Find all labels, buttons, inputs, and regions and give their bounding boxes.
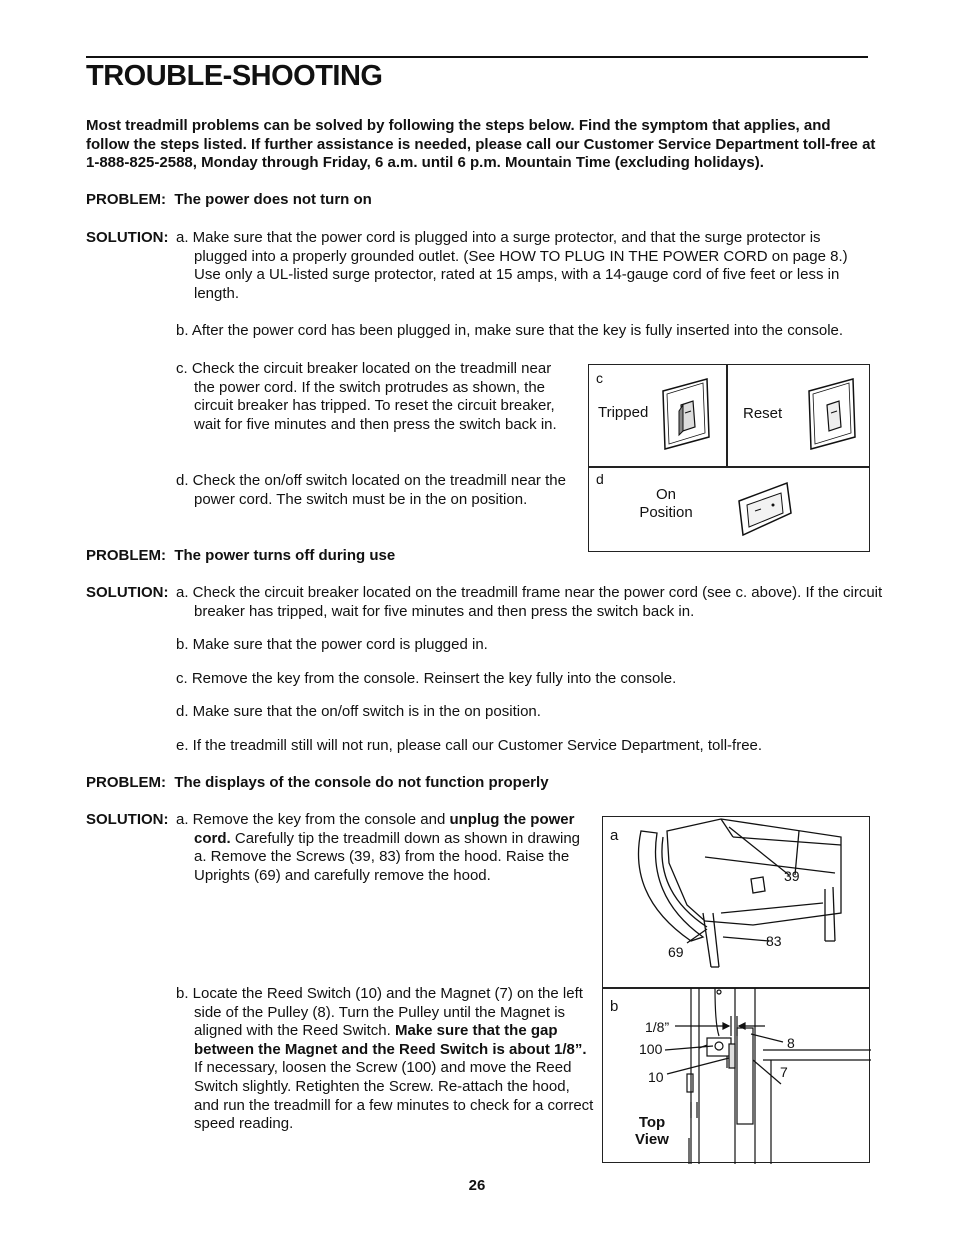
problem-2-title: The power turns off during use [174,547,396,564]
figure-breaker-switch [588,364,870,552]
on-label: On [655,486,676,503]
header-rule [86,56,868,58]
callout-69: 69 [668,944,684,960]
figure-divider-vertical [726,365,728,466]
callout-39: 39 [784,868,800,884]
callout-8: 8 [787,1035,795,1051]
problem-3-title: The displays of the console do not function properly [174,774,549,791]
p2-step-e: e. If the treadmill still will not run, please call our Customer Service Department, toll-free. [176,737,763,754]
p1-step-b: b. After the power cord has been plugged in, make sure that the key is fully inserted into the console. [176,322,844,339]
p1-step-c: c. Check the circuit breaker located on the treadmill near the power cord. If the switch protrudes as shown, the circuit breaker has tripped. To reset the circuit breaker, wait for five minutes and then press the switch back in. [176,360,557,433]
p1-step-d: d. Check the on/off switch located on the treadmill near the power cord. The switch must be in the on position. [176,472,566,508]
figure-divider-horizontal [589,466,869,468]
problem-1-title: The power does not turn on [174,191,372,208]
top-view-caption [629,1114,675,1148]
tipped-treadmill-drawing [603,817,871,987]
tripped-breaker-icon [655,375,717,451]
page-title: TROUBLE-SHOOTING [86,60,383,92]
callout-100: 100 [639,1041,663,1057]
solution-label: SOLUTION: [86,811,169,828]
problem-label: PROBLEM: [86,191,166,208]
p3-step-b-text: b. Locate the Reed Switch (10) and the Magnet (7) on the left side of the Pulley (8). Turn the Pulley until the Magnet is aligned with the Reed Switch. [176,985,583,1040]
reset-label: Reset [743,405,783,422]
p3-step-a-text: a. Remove the key from the console and [176,811,450,828]
position-label: Position [639,504,693,521]
p3-step-a-rest: Carefully tip the treadmill down as shown in drawing a. Remove the Screws (39, 83) from the hood. Raise the Uprights (69) and carefully remove the hood. [194,829,581,884]
on-position-label [634,486,698,522]
page-number: 26 [468,1177,486,1194]
view-label: View [635,1131,669,1148]
figure-letter-d: d [596,471,604,487]
p2-step-c: c. Remove the key from the console. Reinsert the key fully into the console. [176,670,677,687]
figure-letter-a: a [610,827,619,844]
solution-label: SOLUTION: [86,584,169,601]
callout-83: 83 [766,933,782,949]
reset-breaker-icon [801,375,863,451]
p3-step-b [176,985,594,1134]
problem-3-heading [86,774,549,791]
solution-label: SOLUTION: [86,229,169,246]
tripped-label: Tripped [598,404,649,421]
figure-hood-reed-switch [602,816,870,1163]
p3-step-a-bold: unplug the power cord. [194,811,575,847]
p1-step-a: a. Make sure that the power cord is plugged into a surge protector, and that the surge protector is plugged into a properly grounded outlet. (See HOW TO PLUG IN THE POWER CORD on page 8.) Use only a UL-listed surge protector, rated at 15 amps, with a 14-gauge cord of five feet or less in length. [176,229,848,302]
p2-step-b: b. Make sure that the power cord is plugged in. [176,636,488,653]
p2-step-d: d. Make sure that the on/off switch is in the on position. [176,703,541,720]
figure-letter-c: c [596,370,603,386]
callout-10: 10 [648,1069,664,1085]
p3-step-b-bold: Make sure that the gap between the Magnet and the Reed Switch is about 1/8”. [194,1022,587,1058]
top-label: Top [638,1114,666,1131]
p2-step-a: a. Check the circuit breaker located on the treadmill frame near the power cord (see c. above). If the circuit breaker has tripped, wait for five minutes and then press the switch back in. [176,584,883,620]
problem-label: PROBLEM: [86,774,166,791]
p3-step-a [176,811,594,885]
problem-2-heading [86,547,395,564]
figure-letter-b: b [610,998,619,1015]
problem-label: PROBLEM: [86,547,166,564]
intro-paragraph: Most treadmill problems can be solved by following the steps below. Find the symptom that applies, and follow the steps listed. If further assistance is needed, please call our Customer Service Department toll-free at 1-888-825-2588, Monday through Friday, 6 a.m. until 6 p.m. Mountain Time (excluding holidays). [86,117,876,172]
problem-1-heading [86,191,372,208]
callout-7: 7 [780,1064,788,1080]
p3-step-b-rest: If necessary, loosen the Screw (100) and move the Reed Switch slightly. Retighten the Screw. Re-attach the hood, and run the treadmill for a few minutes to check for a correct speed reading. [194,1059,594,1133]
on-off-switch-icon [735,477,797,541]
gap-label: 1/8” [645,1019,670,1035]
